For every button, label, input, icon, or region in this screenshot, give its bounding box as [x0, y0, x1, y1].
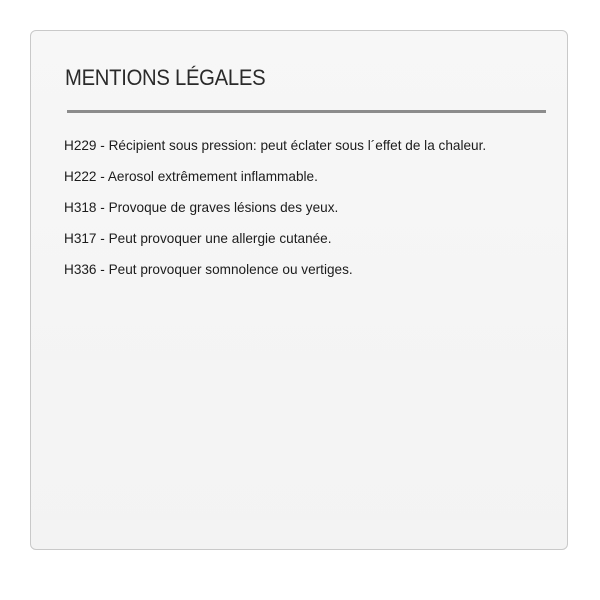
- hazard-statement: H229 - Récipient sous pression: peut éclater sous l´effet de la chaleur.: [64, 138, 487, 153]
- hazard-statement: H222 - Aerosol extrêmement inflammable.: [64, 169, 318, 184]
- legal-notice-card: [30, 30, 568, 550]
- section-title: MENTIONS LÉGALES: [65, 65, 266, 90]
- hazard-statement: H317 - Peut provoquer une allergie cutanée.: [64, 231, 332, 246]
- title-divider: [67, 110, 546, 113]
- hazard-statement-list: [64, 137, 486, 292]
- hazard-statement: H336 - Peut provoquer somnolence ou vertiges.: [64, 262, 353, 277]
- hazard-statement: H318 - Provoque de graves lésions des yeux.: [64, 200, 339, 215]
